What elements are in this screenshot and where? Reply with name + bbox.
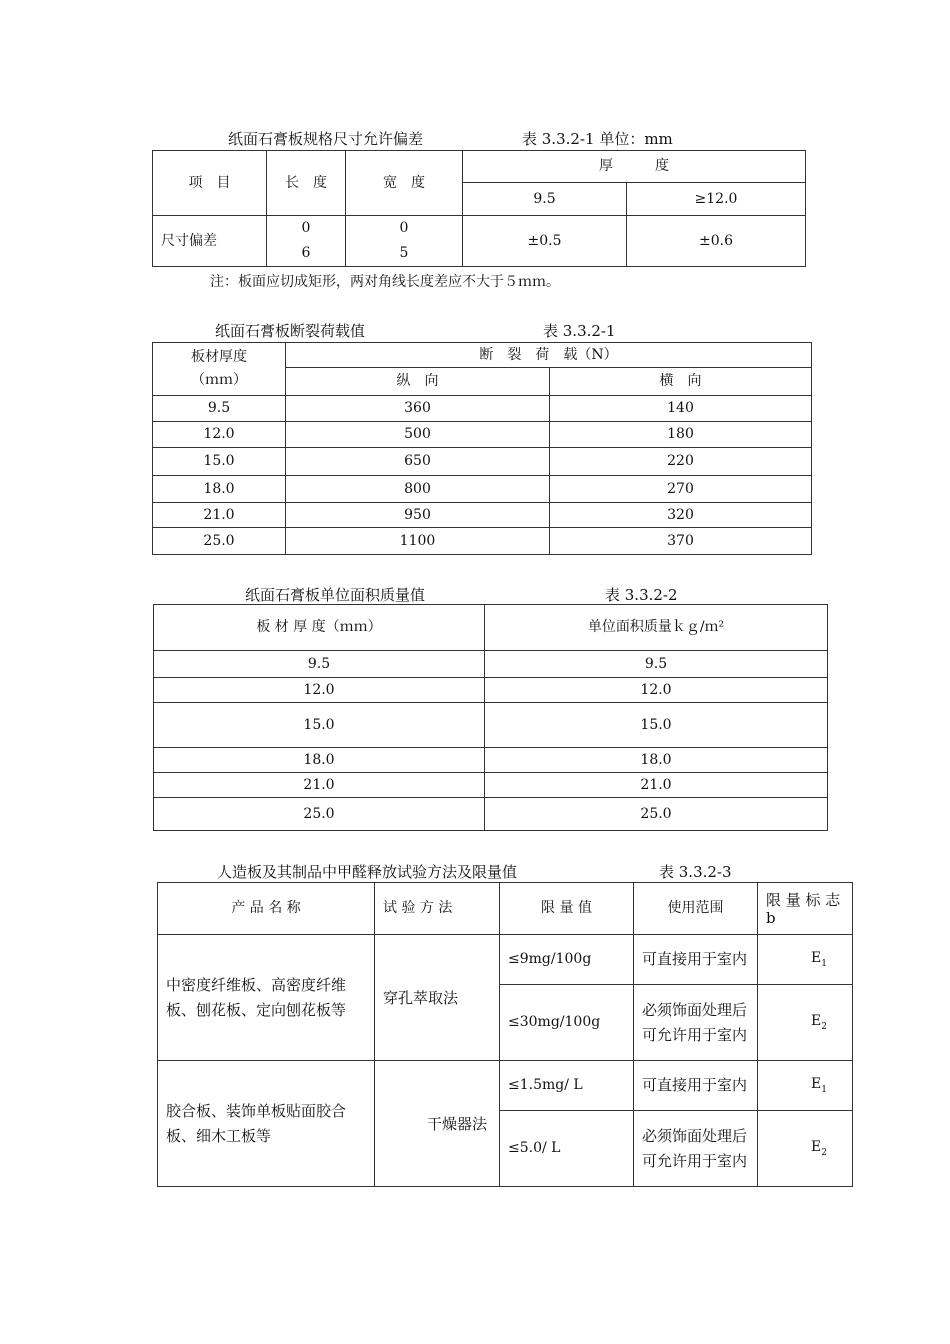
table-row [153,503,812,528]
thickness-cell: 18.0 [153,476,286,503]
header-unit-area-mass: 单位面积质量ｋｇ/ｍ² [485,605,828,651]
longitudinal-cell: 360 [286,396,550,422]
limit-mark-letter: E [811,1012,822,1029]
thickness-cell: 15.0 [154,703,485,748]
thickness-9-5-tolerance: ±0.5 [463,216,627,267]
header-longitudinal: 纵 向 [286,368,550,396]
table3-title: 纸面石膏板单位面积质量值 [245,586,426,604]
limit-value-cell: ≤30mg/100g [500,985,634,1061]
header-thickness-12: ≥12.0 [627,183,806,216]
mass-cell: 21.0 [485,773,828,798]
thickness-cell: 18.0 [154,748,485,773]
table1-label: 表 3.3.2-1 单位：mm [522,130,673,148]
longitudinal-cell: 800 [286,476,550,503]
table-row [154,703,828,748]
table-row [153,422,812,448]
transverse-cell: 180 [550,422,812,448]
thickness-cell: 21.0 [154,773,485,798]
limit-value-cell: ≤1.5mg/ L [500,1061,634,1111]
width-tolerance [346,216,463,267]
product-name-cell: 胶合板、装饰单板贴面胶合板、细木工板等 [158,1061,375,1187]
limit-mark-letter: E [811,1138,822,1155]
limit-mark-cell [758,935,853,985]
header-thickness: 厚 度 [463,151,806,183]
table1-note: 注：板面应切成矩形，两对角线长度差应不大于５ｍｍ。 [210,274,560,290]
transverse-cell: 220 [550,448,812,476]
table-row [153,476,812,503]
thickness-cell: 25.0 [153,528,286,555]
header-item: 项 目 [153,151,267,216]
transverse-cell: 370 [550,528,812,555]
usage-scope-cell: 可直接用于室内 [634,935,758,985]
breaking-load-table [152,342,812,555]
table-row [153,528,812,555]
thickness-12-tolerance: ±0.6 [627,216,806,267]
mass-cell: 12.0 [485,678,828,703]
longitudinal-cell: 1100 [286,528,550,555]
table-row [153,396,812,422]
width-tolerance-top: 0 [399,220,409,236]
limit-mark-letter: E [811,1075,822,1092]
header-board-thickness-line1: 板材厚度 [191,349,247,366]
header-breaking-load: 断 裂 荷 载（N） [286,343,812,368]
usage-scope-cell: 必须饰面处理后可允许用于室内 [634,985,758,1061]
table-row [153,216,806,267]
mass-cell: 15.0 [485,703,828,748]
header-test-method: 试 验 方 法 [375,883,500,935]
test-method-cell: 干燥器法 [375,1061,500,1187]
header-board-thickness: 板 材 厚 度（ｍｍ） [154,605,485,651]
header-width: 宽 度 [346,151,463,216]
row-name: 尺寸偏差 [153,216,267,267]
header-product-name: 产 品 名 称 [158,883,375,935]
formaldehyde-limit-table [157,882,853,1187]
table4-label: 表 3.3.2-3 [659,863,732,881]
table-row [154,798,828,831]
header-transverse: 横 向 [550,368,812,396]
longitudinal-cell: 950 [286,503,550,528]
transverse-cell: 270 [550,476,812,503]
limit-mark-cell [758,985,853,1061]
limit-mark-subscript: 1 [821,958,827,969]
mass-cell: 18.0 [485,748,828,773]
header-board-thickness [153,343,286,396]
header-limit-value: 限 量 值 [500,883,634,935]
transverse-cell: 320 [550,503,812,528]
thickness-cell: 12.0 [154,678,485,703]
table3-label: 表 3.3.2-2 [605,586,678,604]
length-tolerance-bottom: 6 [301,245,311,261]
table-row [154,773,828,798]
limit-mark-subscript: 2 [821,1021,827,1032]
table4-title: 人造板及其制品中甲醛释放试验方法及限量值 [217,863,518,881]
table-row [158,935,853,985]
table-row [153,448,812,476]
header-length: 长 度 [267,151,346,216]
table-row [158,1061,853,1111]
limit-mark-cell [758,1061,853,1111]
thickness-cell: 9.5 [153,396,286,422]
thickness-cell: 12.0 [153,422,286,448]
size-tolerance-table [152,150,806,267]
table-row [154,678,828,703]
length-tolerance [267,216,346,267]
mass-cell: 9.5 [485,651,828,678]
width-tolerance-bottom: 5 [399,245,409,261]
table-row [154,651,828,678]
usage-scope-cell: 必须饰面处理后可允许用于室内 [634,1111,758,1187]
limit-mark-subscript: 1 [821,1084,827,1095]
limit-mark-subscript: 2 [821,1147,827,1158]
limit-mark-cell [758,1111,853,1187]
thickness-cell: 25.0 [154,798,485,831]
table2-title: 纸面石膏板断裂荷载值 [215,322,366,340]
longitudinal-cell: 500 [286,422,550,448]
longitudinal-cell: 650 [286,448,550,476]
test-method-cell: 穿孔萃取法 [375,935,500,1061]
limit-value-cell: ≤9mg/100g [500,935,634,985]
length-tolerance-top: 0 [301,220,311,236]
header-limit-mark: 限 量 标 志 b [758,883,853,935]
limit-value-cell: ≤5.0/ L [500,1111,634,1187]
transverse-cell: 140 [550,396,812,422]
header-usage-scope: 使用范围 [634,883,758,935]
table1-title: 纸面石膏板规格尺寸允许偏差 [228,130,424,148]
limit-mark-letter: E [811,949,822,966]
mass-cell: 25.0 [485,798,828,831]
thickness-cell: 9.5 [154,651,485,678]
header-thickness-9-5: 9.5 [463,183,627,216]
usage-scope-cell: 可直接用于室内 [634,1061,758,1111]
thickness-cell: 21.0 [153,503,286,528]
table2-label: 表 3.3.2-1 [543,322,616,340]
product-name-cell: 中密度纤维板、高密度纤维板、刨花板、定向刨花板等 [158,935,375,1061]
table-row [154,748,828,773]
header-board-thickness-line2: （ｍｍ） [191,372,247,388]
thickness-cell: 15.0 [153,448,286,476]
unit-area-mass-table [153,604,828,831]
